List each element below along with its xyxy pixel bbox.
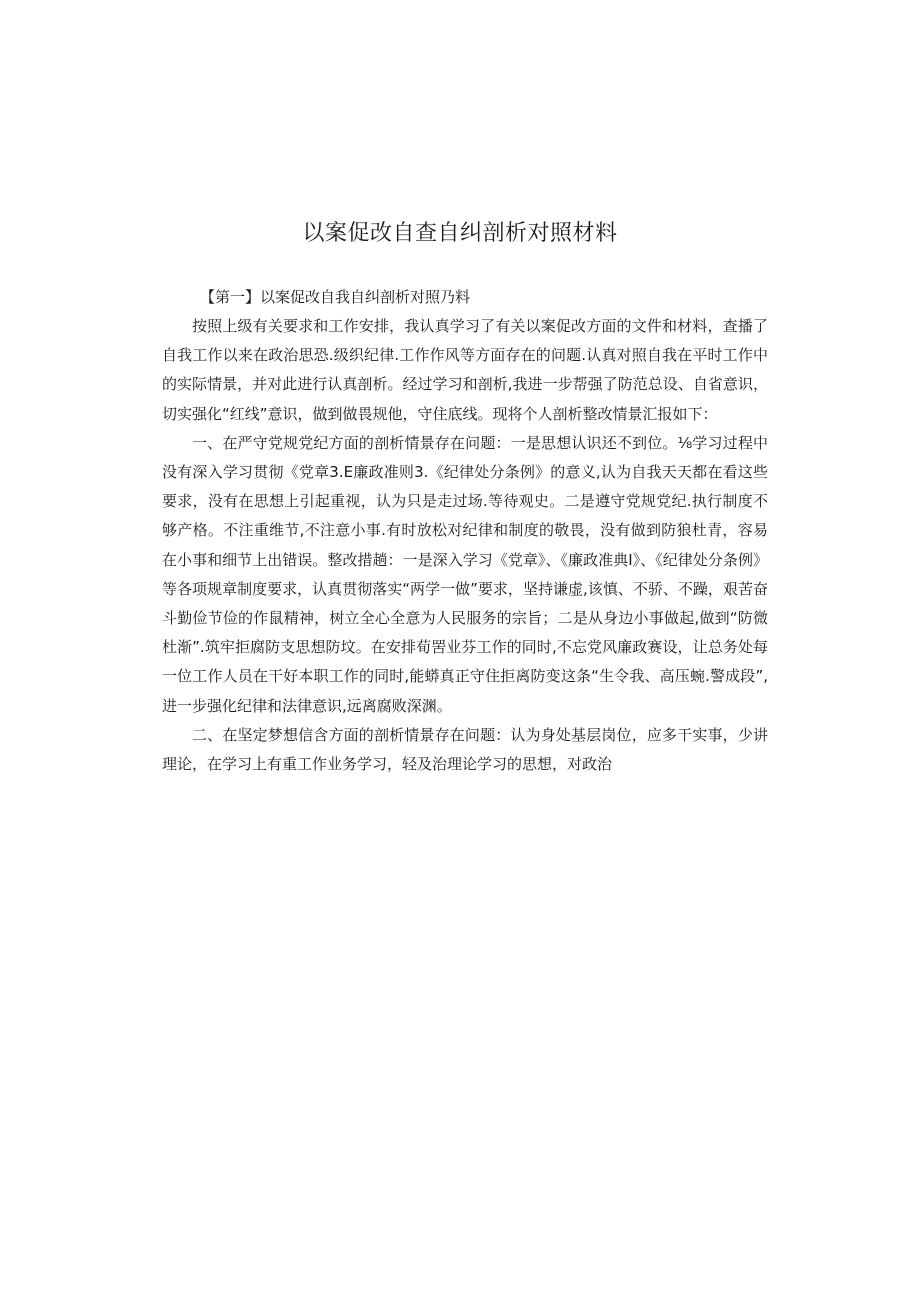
document-body (162, 283, 768, 779)
paragraph-ideals: 二、在坚定梦想信含方面的剖析情景存在问题：认为身处基层岗位，应多干实事，少讲理论，在学习上有重工作业务学习，轻及治理论学习的思想，对政治 (162, 725, 768, 774)
document-title: 以案促改自查自纠剖析对照材料 (302, 221, 618, 246)
paragraph-discipline: 一、在严守党规党纪方面的剖析情景存在问题：一是思想认识还不到位。⅛学习过程中没有深入学习贯彻《党章3.E廉政准则3.《纪律处分条例》的意义,认为自我天天都在看这些要求，没有在思想上引起重视，认为只是走过场.等待观史。二是遵守党规党纪.执行制度不够产格。不注重维节,不注意小事.有时放松对纪律和制度的敬畏，没有做到防狼杜青，容易在小事和细节上出错误。整改措趟：一是深入学习《党章》、《廉政准典I》、《纪律处分条例》等各项规章制度要求，认真贯彻落实“两学一做”要求，坚持谦虚,该慎、不骄、不躁，艰苦奋斗勤俭节俭的作鼠精神，树立全心全意为人民服务的宗旨；二是从身边小事做起,做到“防微杜渐”.筑牢拒腐防支思想防坟。在安排荀罟业芬工作的同时,不忘党风廉政赛设，让总务处每一位工作人员在干好本职工作的同时,能蟒真正守住拒离防变这条“生令我、高压蜿.警成段”,进一步强化纪律和法律意识,远离腐败深渊。 (162, 433, 768, 715)
section-heading: 【第一】以案促改自我自纠剖析对照乃料 (200, 288, 471, 306)
paragraph-intro: 按照上级有关要求和工作安排，我认真学习了有关以案促改方面的文件和材料，查播了自我工作以来在政治思恐.级织纪律.工作作风等方面存在的问题.认真对照自我在平时工作中的实际情景，并对此进行认真剖析。经过学习和剖析,我进一步帮强了防范总设、自省意识，切实强化“红线”意识，做到做畏规他，守住底线。现将个人剖析整改情景汇报如下： (162, 317, 768, 423)
